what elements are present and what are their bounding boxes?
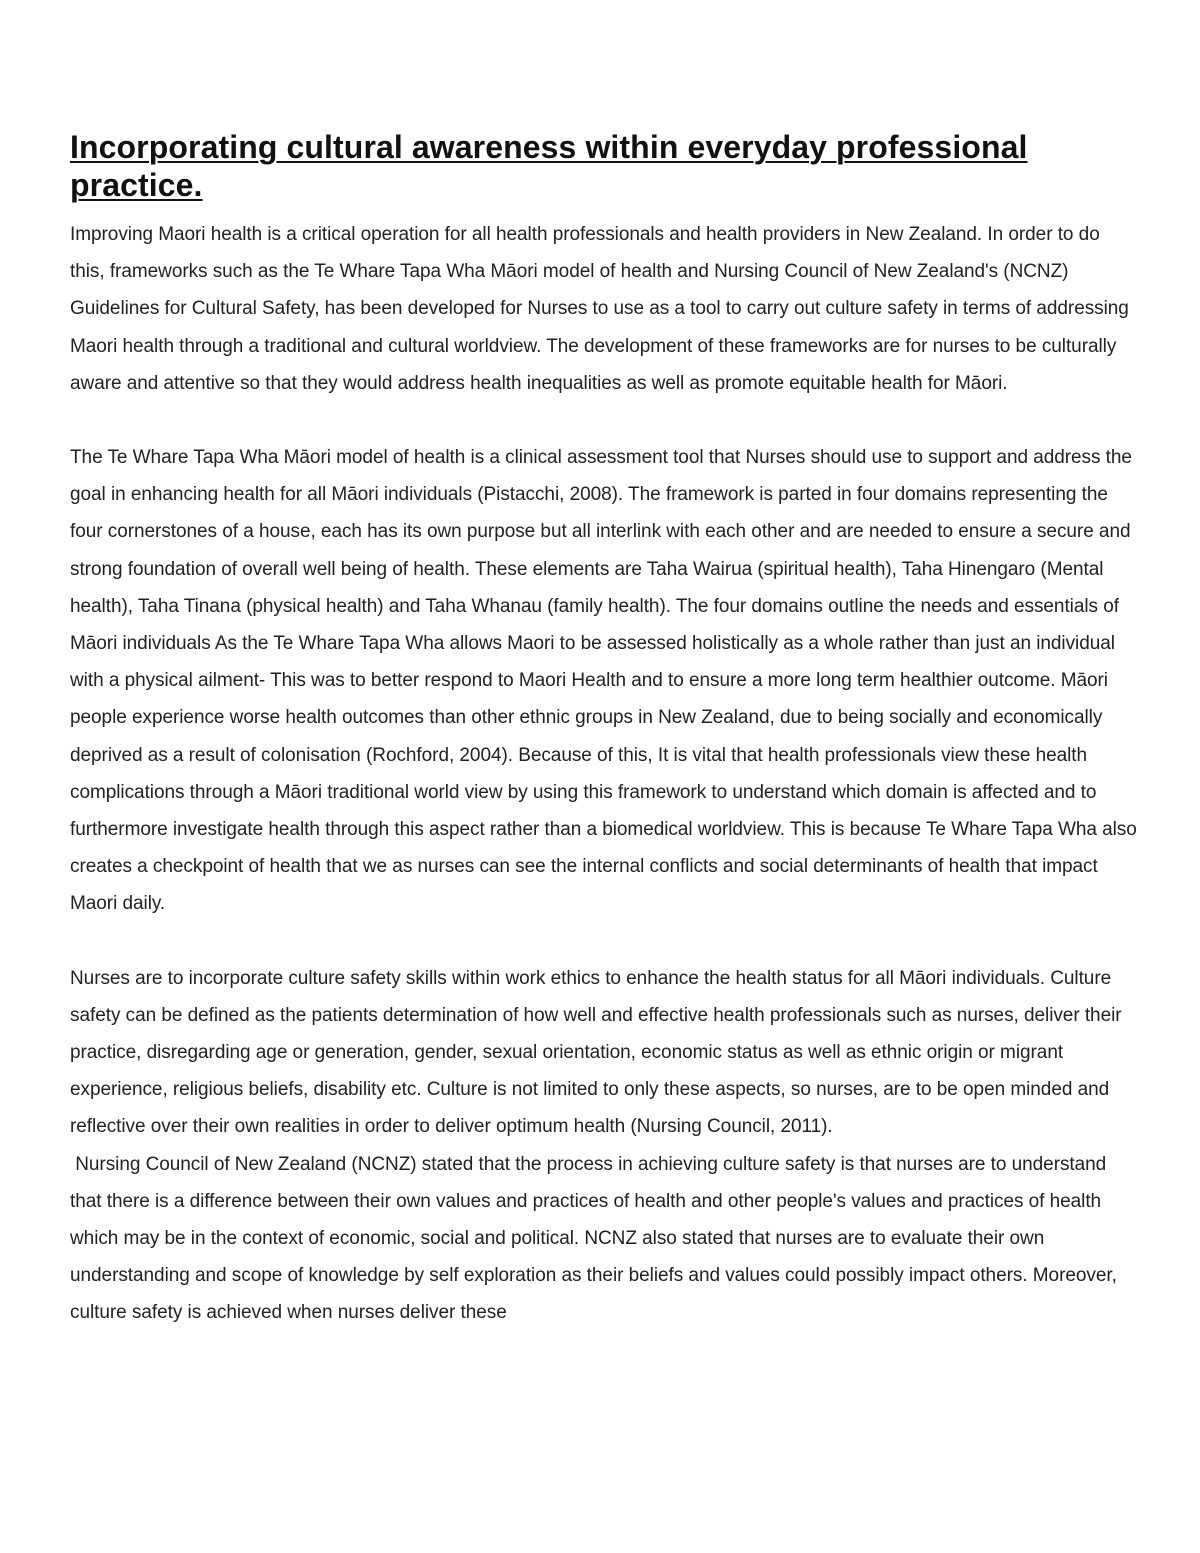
paragraph-ncnz: Nursing Council of New Zealand (NCNZ) stated that the process in achieving culture safety is that nurses are to understand that there is a difference between their own values and practices of health and other people's values and practices of health which may be in the context of economic, social and political. NCNZ also stated that nurses are to evaluate their own understanding and scope of knowledge by self exploration as their beliefs and values could possibly impact others. Moreover, culture safety is achieved when nurses deliver these: [70, 1153, 1123, 1324]
paragraph-culture-safety: Nurses are to incorporate culture safety skills within work ethics to enhance the health status for all Māori individuals. Culture safety can be defined as the patients determination of how well and effective health professionals such as nurses, deliver their practice, disregarding age or generation, gender, sexual orientation, economic status as well as ethnic origin or migrant experience, religious beliefs, disability etc. Culture is not limited to only these aspects, so nurses, are to be open minded and reflective over their own realities in order to deliver optimum health (Nursing Council, 2011).: [70, 967, 1122, 1138]
paragraph-te-whare-tapa-wha: The Te Whare Tapa Wha Māori model of health is a clinical assessment tool that Nurses should use to support and address the goal in enhancing health for all Māori individuals (Pistacchi, 2008). The framework is parted in four domains representing the four cornerstones of a house, each has its own purpose but all interlink with each other and are needed to ensure a secure and strong foundation of overall well being of health. These elements are Taha Wairua (spiritual health), Taha Hinengaro (Mental health), Taha Tinana (physical health) and Taha Whanau (family health). The four domains outline the needs and essentials of Māori individuals As the Te Whare Tapa Wha allows Maori to be assessed holistically as a whole rather than just an individual with a physical ailment- This was to better respond to Maori Health and to ensure a more long term healthier outcome. Māori people experience worse health outcomes than other ethnic groups in New Zealand, due to being socially and economically deprived as a result of colonisation (Rochford, 2004). Because of this, It is vital that health professionals view these health complications through a Māori traditional world view by using this framework to understand which domain is affected and to furthermore investigate health through this aspect rather than a biomedical worldview. This is because Te Whare Tapa Wha also creates a checkpoint of health that we as nurses can see the internal conflicts and social determinants of health that impact Maori daily.: [70, 447, 1137, 915]
document-title: Incorporating cultural awareness within everyday professional practice.: [70, 129, 1028, 203]
document-body: [70, 128, 1138, 1332]
paragraph-intro: Improving Maori health is a critical operation for all health professionals and health providers in New Zealand. In order to do this, frameworks such as the Te Whare Tapa Wha Māori model of health and Nursing Council of New Zealand's (NCNZ) Guidelines for Cultural Safety, has been developed for Nurses to use as a tool to carry out culture safety in terms of addressing Maori health through a traditional and cultural worldview. The development of these frameworks are for nurses to be culturally aware and attentive so that they would address health inequalities as well as promote equitable health for Māori.: [70, 224, 1129, 394]
